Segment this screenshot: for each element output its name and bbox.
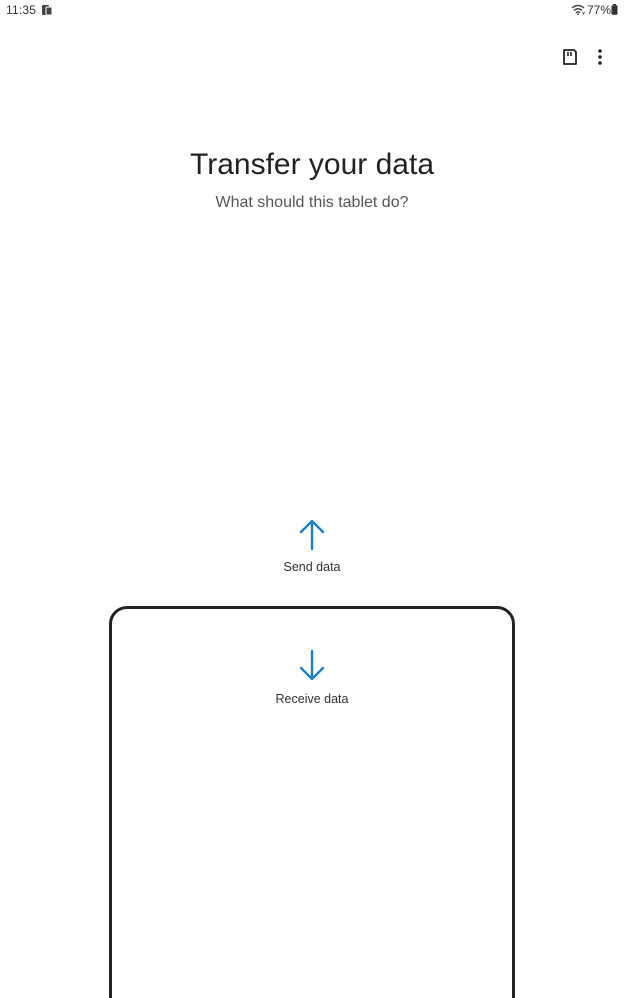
status-time: 11:35 xyxy=(6,3,37,17)
sd-card-icon xyxy=(562,48,578,66)
receive-data-button[interactable] xyxy=(212,650,412,706)
more-options-button[interactable] xyxy=(587,44,613,70)
status-bar xyxy=(0,0,624,20)
battery-icon xyxy=(611,4,618,15)
receive-data-label: Receive data xyxy=(275,692,349,706)
notification-icon xyxy=(41,4,53,16)
page-title: Transfer your data xyxy=(190,148,434,181)
more-vert-icon xyxy=(597,48,603,66)
wifi-icon xyxy=(571,4,585,15)
arrow-up-icon xyxy=(299,518,325,550)
page-subtitle: What should this tablet do? xyxy=(215,194,409,211)
send-data-label: Send data xyxy=(283,560,341,574)
arrow-down-icon xyxy=(299,650,325,682)
sd-card-button[interactable] xyxy=(557,44,583,70)
battery-percentage: 77% xyxy=(587,3,612,17)
send-data-button[interactable] xyxy=(212,518,412,574)
